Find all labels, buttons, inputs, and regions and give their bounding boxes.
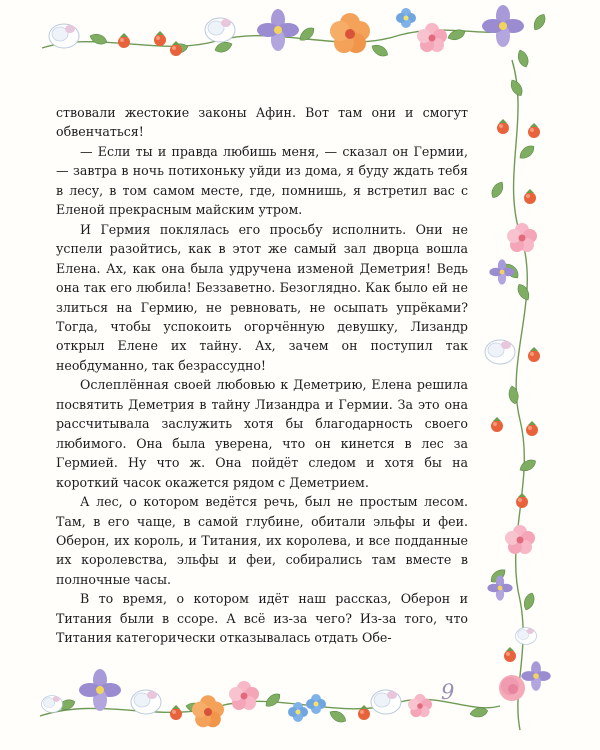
paragraph: — Если ты и правда любишь меня, — сказал он Гермии, — завтра в ночь потихоньку уйди из дома, я буду ждать тебя в лесу, в том самом месте, где, помнишь, я встретил вас с Еленой прекрасным майским утром. [56, 143, 468, 218]
paragraph: ствовали жестокие законы Афин. Вот там они и смогут обвенчаться! [56, 105, 468, 140]
paragraph: А лес, о котором ведётся речь, был не простым лесом. Там, в его чаще, в самой глубине, обитали эльфы и феи. Оберон, их король, и Титания, их королева, и все подданные их королевства, эльфы и феи, собирались там вместе в полночные часы. [56, 494, 468, 587]
paragraph: И Гермия поклялась его просьбу исполнить. Они не успели разойтись, как в этот же самый зал дворца вошла Елена. Ах, как она была удручена изменой Деметрия! Ведь она так его любила! Беззаветно. Безоглядно. Как было ей не злиться на Гермию, не ревновать, не осыпать упрёками? Тогда, чтобы успокоить огорчённую девушку, Лизандр открыл Елене их тайну. Ах, зачем он поступил так необдуманно, так безрассудно! [56, 221, 468, 373]
paragraph: В то время, о котором идёт наш рассказ, Оберон и Титания были в ссоре. А всё из-за чего? Из-за того, что Титания категорически отказывалась отдать Обе- [56, 591, 468, 646]
paragraph: Ослеплённая своей любовью к Деметрию, Елена решила посвятить Деметрия в тайну Лизандра и Гермии. За это она рассчитывала заслужить хотя бы благодарность своего любимого. Она была уверена, что он кинется в лес за Гермией. Ну что ж. Она пойдёт следом и хотя бы на короткий часок окажется рядом с Деметрием. [56, 377, 468, 490]
story-text [56, 103, 468, 648]
page-number: 9 [441, 680, 455, 704]
